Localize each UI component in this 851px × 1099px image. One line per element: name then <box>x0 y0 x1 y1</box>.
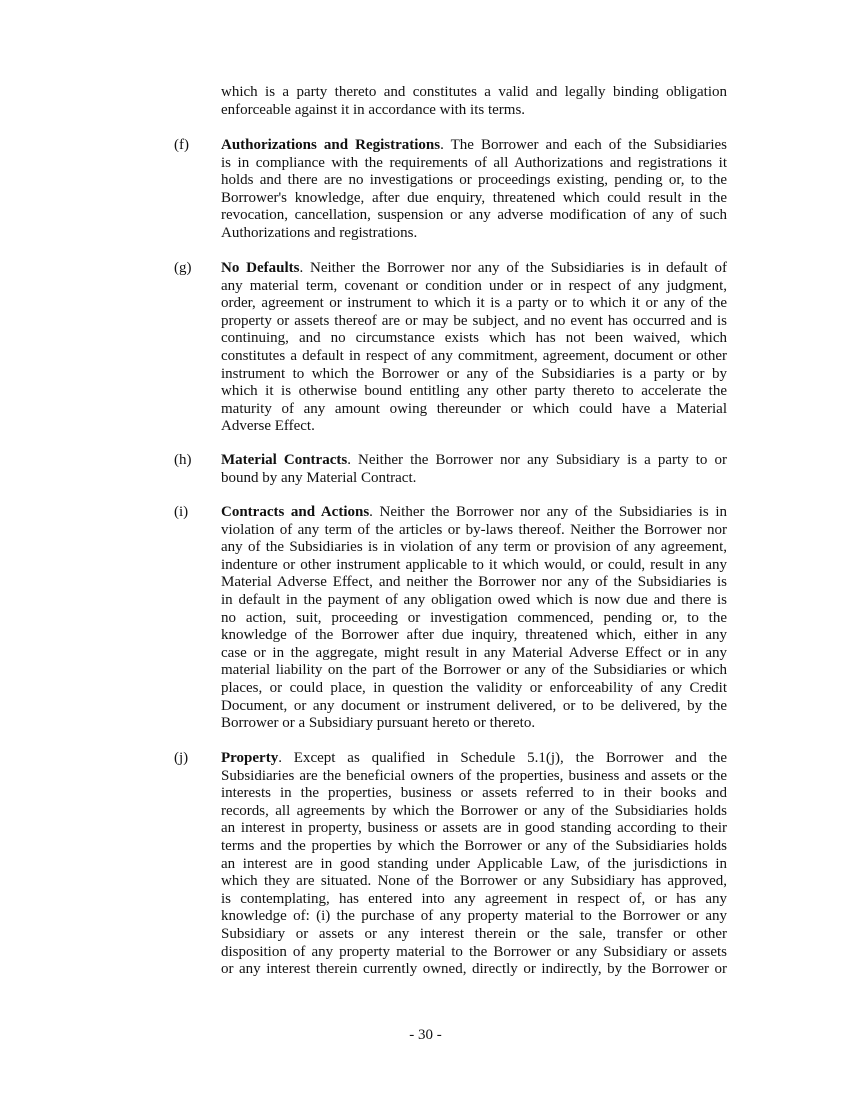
text-line: continuing, and no circumstance exists which has not been waived, which <box>221 330 727 347</box>
text-line: which they are situated. None of the Borrower or any Subsidiary has approved, <box>221 873 727 890</box>
text-line: interests in the properties, business or assets referred to in their books and <box>221 785 727 802</box>
section-heading: Authorizations and Registrations <box>221 137 441 153</box>
text-line: Document, or any document or instrument delivered, or to be delivered, by the <box>221 697 727 714</box>
continuation-text <box>221 84 727 119</box>
section-label: (h) <box>174 452 192 468</box>
section-text <box>221 504 727 733</box>
section-heading: Contracts and Actions <box>221 504 370 520</box>
text-line: which it is otherwise bound entitling any other party thereto to accelerate the <box>221 383 727 400</box>
text-line <box>221 504 727 522</box>
text-fragment: . Except as qualified in Schedule 5.1(j), the Borrower and the <box>278 750 727 766</box>
text-line <box>221 452 727 470</box>
section-label: (f) <box>174 137 189 153</box>
text-line: which is a party thereto and constitutes a valid and legally binding obligation <box>221 84 727 100</box>
text-line: in default in the payment of any obligation owed which is now due and there is <box>221 591 727 608</box>
text-line: no action, suit, proceeding or investigation commenced, pending or, to the <box>221 609 727 626</box>
text-line: constitutes a default in respect of any commitment, agreement, document or other <box>221 347 727 364</box>
section-heading: Material Contracts <box>221 452 348 468</box>
text-line: is in compliance with the requirements of all Authorizations and registrations it <box>221 154 727 171</box>
text-fragment: . Neither the Borrower nor any of the Subsidiaries is in default of <box>299 260 727 276</box>
text-line: knowledge of the Borrower after due inquiry, threatened which, either in any <box>221 627 727 644</box>
text-line: enforceable against it in accordance with its terms. <box>221 101 526 118</box>
section-label: (g) <box>174 260 192 276</box>
section-label: (i) <box>174 504 189 520</box>
text-line <box>221 750 727 768</box>
page-number: - 30 - <box>409 1027 442 1043</box>
text-line: Subsidiaries are the beneficial owners of the properties, business and assets or the <box>221 767 727 784</box>
text-line: terms and the properties by which the Borrower or any of the Subsidiaries holds <box>221 837 727 854</box>
text-line: violation of any term of the articles or by-laws thereof. Neither the Borrower nor <box>221 521 727 538</box>
text-line: or any interest therein currently owned, directly or indirectly, by the Borrower or <box>221 961 727 978</box>
text-line: an interest in property, business or assets are in good standing according to their <box>221 820 727 837</box>
text-line: Material Adverse Effect, and neither the Borrower nor any of the Subsidiaries is <box>221 574 727 591</box>
text-line: order, agreement or instrument to which it is a party or to which it or any of the <box>221 295 727 312</box>
section-text <box>221 750 727 979</box>
text-fragment: . Neither the Borrower nor any of the Subsidiaries is in <box>369 504 727 520</box>
text-line: places, or could place, in question the validity or enforceability of any Credit <box>221 679 727 696</box>
text-fragment: . The Borrower and each of the Subsidiaries <box>440 137 727 153</box>
text-line: an interest are in good standing under Applicable Law, of the jurisdictions in <box>221 855 727 872</box>
text-line: Borrower's knowledge, after due enquiry, threatened which could result in the <box>221 189 727 206</box>
text-line <box>221 260 727 278</box>
text-line: bound by any Material Contract. <box>221 469 417 486</box>
text-line: case or in the aggregate, might result in any Material Adverse Effect or in any <box>221 644 727 661</box>
section-text <box>221 137 727 243</box>
text-line <box>221 137 727 155</box>
text-line: knowledge of: (i) the purchase of any property material to the Borrower or any <box>221 908 727 925</box>
text-line: records, all agreements by which the Borrower or any of the Subsidiaries holds <box>221 802 727 819</box>
text-line: indenture or other instrument applicable to it which would, or could, result in any <box>221 556 727 573</box>
section-label: (j) <box>174 750 189 766</box>
text-line: maturity of any amount owing thereunder or which could have a Material <box>221 400 727 417</box>
text-line: holds and there are no investigations or proceedings existing, pending or, to the <box>221 172 727 189</box>
text-line: disposition of any property material to the Borrower or any Subsidiary or assets <box>221 943 727 960</box>
text-line: property or assets thereof are or may be subject, and no event has occurred and is <box>221 312 727 329</box>
section-heading: Property <box>221 750 279 766</box>
section-text <box>221 260 727 436</box>
text-line: Subsidiary or assets or any interest therein or the sale, transfer or other <box>221 925 727 942</box>
text-line: is contemplating, has entered into any agreement in respect of, or has any <box>221 890 727 907</box>
text-line: revocation, cancellation, suspension or any adverse modification of any of such <box>221 207 727 224</box>
text-line: Authorizations and registrations. <box>221 224 418 241</box>
text-line: any of the Subsidiaries is in violation of any term or provision of any agreement, <box>221 539 727 556</box>
section-text <box>221 452 727 487</box>
text-line: instrument to which the Borrower or any of the Subsidiaries is a party or by <box>221 365 727 382</box>
section-heading: No Defaults <box>221 260 300 276</box>
text-line: material liability on the part of the Borrower or any of the Subsidiaries or which <box>221 662 727 679</box>
text-fragment: . Neither the Borrower nor any Subsidiary is a party to or <box>347 452 728 468</box>
text-line: any material term, covenant or condition under or in respect of any judgment, <box>221 277 727 294</box>
text-line: Adverse Effect. <box>221 418 315 435</box>
text-line: Borrower or a Subsidiary pursuant hereto or thereto. <box>221 715 536 732</box>
